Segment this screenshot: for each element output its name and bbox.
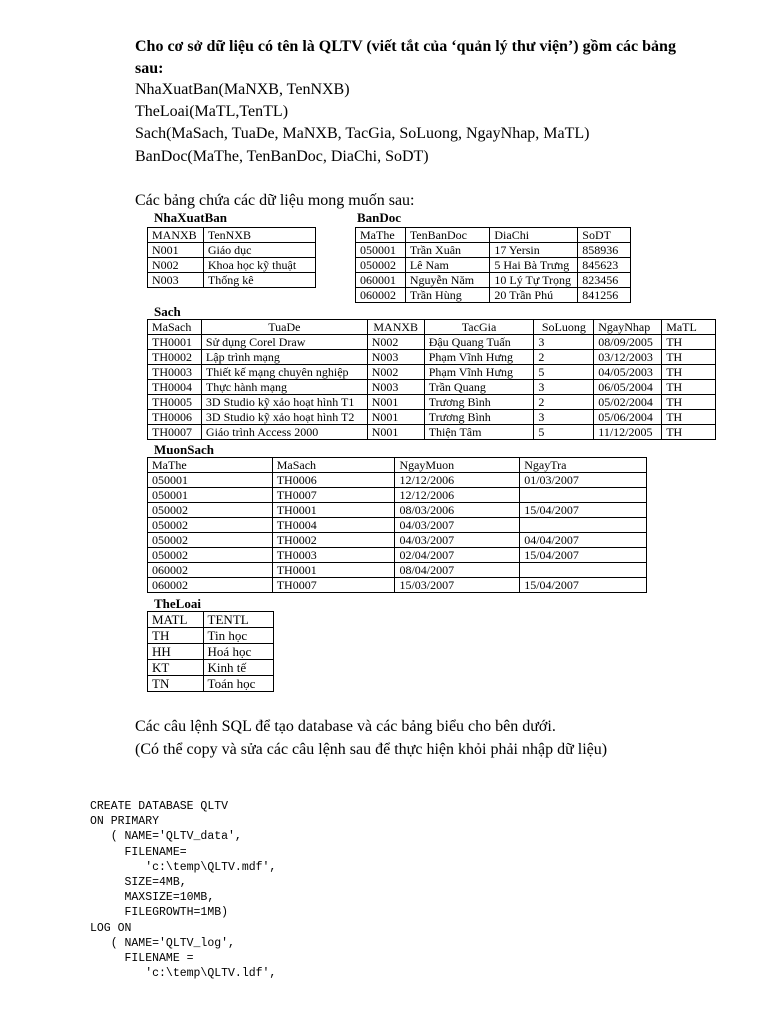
schema-sach: Sach(MaSach, TuaDe, MaNXB, TacGia, SoLuong, NgayNhap, MaTL): [135, 125, 590, 142]
sach-cell: 5: [534, 365, 594, 380]
sach-cell: TH0007: [148, 425, 202, 440]
code-line: FILENAME =: [90, 952, 194, 966]
muonsach-cell: 04/03/2007: [395, 518, 520, 533]
sach-cell: 3D Studio kỹ xảo hoạt hình T1: [201, 395, 367, 410]
muonsach-cell: 04/04/2007: [520, 533, 647, 548]
bandoc-header-cell: SoDT: [578, 228, 631, 243]
nhaxuatban-row: [148, 258, 316, 273]
muonsach-cell: [520, 563, 647, 578]
sach-cell: TH0005: [148, 395, 202, 410]
muonsach-row: [148, 548, 647, 563]
theloai-cell: HH: [148, 644, 204, 660]
nhaxuatban-cell: Thống kê: [203, 273, 315, 288]
muonsach-cell: 08/03/2006: [395, 503, 520, 518]
muonsach-cell: 15/04/2007: [520, 548, 647, 563]
sach-header-cell: NgayNhap: [594, 320, 662, 335]
sach-header-cell: MaSach: [148, 320, 202, 335]
muonsach-cell: TH0007: [272, 578, 395, 593]
theloai-row: [148, 644, 274, 660]
bandoc-cell: 841256: [578, 288, 631, 303]
muonsach-row: [148, 473, 647, 488]
bandoc-cell: 858936: [578, 243, 631, 258]
muonsach-cell: 08/04/2007: [395, 563, 520, 578]
sach-header-cell: SoLuong: [534, 320, 594, 335]
sach-cell: TH: [662, 410, 716, 425]
sach-cell: N001: [367, 395, 424, 410]
sach-row: [148, 350, 716, 365]
theloai-cell: Tin học: [203, 628, 273, 644]
data-intro: Các bảng chứa các dữ liệu mong muốn sau:: [135, 192, 415, 209]
muonsach-header-cell: NgayTra: [520, 458, 647, 473]
bandoc-cell: Trần Xuân: [405, 243, 490, 258]
sach-header-cell: TuaDe: [201, 320, 367, 335]
nhaxuatban-cell: N001: [148, 243, 204, 258]
bandoc-header-row: [356, 228, 631, 243]
sach-cell: Lập trình mạng: [201, 350, 367, 365]
bandoc-row: [356, 243, 631, 258]
sach-cell: 3: [534, 410, 594, 425]
bandoc-cell: 10 Lý Tự Trọng: [490, 273, 578, 288]
code-line: MAXSIZE=10MB,: [90, 891, 215, 905]
sach-cell: Thực hành mạng: [201, 380, 367, 395]
sach-cell: 3D Studio kỹ xảo hoạt hình T2: [201, 410, 367, 425]
sach-cell: TH: [662, 350, 716, 365]
theloai-caption: TheLoai: [154, 596, 201, 611]
muonsach-header-row: [148, 458, 647, 473]
theloai-cell: Kinh tế: [203, 660, 273, 676]
theloai-header-cell: TENTL: [203, 612, 273, 628]
sach-cell: 2: [534, 350, 594, 365]
code-line: 'c:\temp\QLTV.ldf',: [90, 967, 277, 981]
bandoc-cell: 050002: [356, 258, 406, 273]
sach-cell: TH: [662, 380, 716, 395]
muonsach-cell: 04/03/2007: [395, 533, 520, 548]
sach-cell: Phạm Vĩnh Hưng: [424, 350, 534, 365]
muonsach-cell: [520, 518, 647, 533]
bandoc-row: [356, 258, 631, 273]
sach-header-cell: MaTL: [662, 320, 716, 335]
muonsach-cell: 050002: [148, 533, 273, 548]
muonsach-cell: 050001: [148, 473, 273, 488]
bandoc-table: [355, 227, 631, 303]
sach-cell: 11/12/2005: [594, 425, 662, 440]
sach-cell: N003: [367, 380, 424, 395]
muonsach-cell: 02/04/2007: [395, 548, 520, 563]
code-line: 'c:\temp\QLTV.mdf',: [90, 860, 277, 874]
sach-cell: 06/05/2004: [594, 380, 662, 395]
nhaxuatban-header-row: [148, 228, 316, 243]
sach-cell: TH0002: [148, 350, 202, 365]
bandoc-row: [356, 273, 631, 288]
sach-cell: TH0001: [148, 335, 202, 350]
muonsach-cell: [520, 488, 647, 503]
sach-cell: N002: [367, 335, 424, 350]
muonsach-table: [147, 457, 647, 593]
sach-cell: TH: [662, 425, 716, 440]
intro-heading: Cho cơ sở dữ liệu có tên là QLTV (viết tắt của ‘quản lý thư viện’) gồm các bảng: [135, 38, 676, 55]
schema-theloai: TheLoai(MaTL,TenTL): [135, 103, 289, 120]
muonsach-cell: 15/04/2007: [520, 503, 647, 518]
muonsach-cell: 12/12/2006: [395, 473, 520, 488]
muonsach-cell: 15/03/2007: [395, 578, 520, 593]
nhaxuatban-table: [147, 227, 316, 288]
muonsach-cell: TH0004: [272, 518, 395, 533]
sach-cell: 08/09/2005: [594, 335, 662, 350]
code-line: LOG ON: [90, 921, 132, 935]
sach-table: [147, 319, 716, 440]
theloai-table: [147, 611, 274, 692]
bandoc-cell: 060002: [356, 288, 406, 303]
muonsach-cell: TH0002: [272, 533, 395, 548]
sql-code-block: [90, 799, 276, 981]
sach-header-row: [148, 320, 716, 335]
theloai-cell: Hoá học: [203, 644, 273, 660]
theloai-row: [148, 676, 274, 692]
sach-cell: N001: [367, 410, 424, 425]
bandoc-cell: 060001: [356, 273, 406, 288]
schema-bandoc: BanDoc(MaThe, TenBanDoc, DiaChi, SoDT): [135, 148, 429, 165]
muonsach-header-cell: MaThe: [148, 458, 273, 473]
nhaxuatban-cell: N003: [148, 273, 204, 288]
bandoc-row: [356, 288, 631, 303]
nhaxuatban-cell: N002: [148, 258, 204, 273]
bandoc-cell: 050001: [356, 243, 406, 258]
nhaxuatban-row: [148, 243, 316, 258]
bandoc-header-cell: MaThe: [356, 228, 406, 243]
sach-row: [148, 395, 716, 410]
sach-row: [148, 380, 716, 395]
muonsach-caption: MuonSach: [154, 442, 214, 457]
muonsach-cell: TH0001: [272, 503, 395, 518]
theloai-header-cell: MATL: [148, 612, 204, 628]
nhaxuatban-caption: NhaXuatBan: [154, 210, 227, 225]
muonsach-cell: 050002: [148, 518, 273, 533]
sach-cell: TH: [662, 335, 716, 350]
theloai-row: [148, 628, 274, 644]
code-line: ( NAME='QLTV_data',: [90, 830, 242, 844]
sach-cell: Phạm Vĩnh Hưng: [424, 365, 534, 380]
code-line: ON PRIMARY: [90, 815, 160, 829]
bandoc-header-cell: TenBanDoc: [405, 228, 490, 243]
sach-cell: Thiện Tâm: [424, 425, 534, 440]
bandoc-cell: 17 Yersin: [490, 243, 578, 258]
nhaxuatban-cell: Khoa học kỹ thuật: [203, 258, 315, 273]
code-line: CREATE DATABASE QLTV: [90, 800, 229, 813]
muonsach-cell: 050002: [148, 548, 273, 563]
sach-header-cell: TacGia: [424, 320, 534, 335]
code-line: FILENAME=: [90, 845, 187, 859]
sach-cell: Trương Bình: [424, 395, 534, 410]
sach-cell: TH0006: [148, 410, 202, 425]
sach-cell: 3: [534, 335, 594, 350]
sach-cell: 2: [534, 395, 594, 410]
sach-cell: Đậu Quang Tuấn: [424, 335, 534, 350]
sach-cell: Thiết kế mạng chuyên nghiệp: [201, 365, 367, 380]
bandoc-header-cell: DiaChi: [490, 228, 578, 243]
theloai-cell: KT: [148, 660, 204, 676]
sach-row: [148, 410, 716, 425]
sach-caption: Sach: [154, 304, 181, 319]
sach-cell: Giáo trình Access 2000: [201, 425, 367, 440]
sach-row: [148, 365, 716, 380]
sach-cell: N003: [367, 350, 424, 365]
muonsach-cell: 060002: [148, 563, 273, 578]
muonsach-row: [148, 578, 647, 593]
muonsach-cell: 050002: [148, 503, 273, 518]
bandoc-cell: Lê Nam: [405, 258, 490, 273]
code-line: FILEGROWTH=1MB): [90, 906, 229, 920]
code-line: SIZE=4MB,: [90, 876, 187, 890]
bandoc-cell: Nguyễn Năm: [405, 273, 490, 288]
muonsach-header-cell: MaSach: [272, 458, 395, 473]
theloai-cell: TH: [148, 628, 204, 644]
sach-row: [148, 425, 716, 440]
muonsach-cell: 01/03/2007: [520, 473, 647, 488]
sach-cell: TH: [662, 395, 716, 410]
bandoc-cell: 5 Hai Bà Trưng: [490, 258, 578, 273]
bandoc-cell: 845623: [578, 258, 631, 273]
theloai-cell: TN: [148, 676, 204, 692]
intro-heading-cont: sau:: [135, 60, 164, 77]
sach-cell: Trương Bình: [424, 410, 534, 425]
sach-row: [148, 335, 716, 350]
code-line: ( NAME='QLTV_log',: [90, 936, 235, 950]
sach-cell: N001: [367, 425, 424, 440]
sach-cell: 5: [534, 425, 594, 440]
sach-cell: 05/06/2004: [594, 410, 662, 425]
muonsach-row: [148, 518, 647, 533]
muonsach-cell: 15/04/2007: [520, 578, 647, 593]
sach-cell: N002: [367, 365, 424, 380]
sql-intro-line1: Các câu lệnh SQL để tạo database và các bảng biểu cho bên dưới.: [135, 718, 556, 735]
schema-nhaxuatban: NhaXuatBan(MaNXB, TenNXB): [135, 81, 350, 98]
muonsach-cell: 050001: [148, 488, 273, 503]
muonsach-row: [148, 563, 647, 578]
theloai-header-row: [148, 612, 274, 628]
sach-header-cell: MANXB: [367, 320, 424, 335]
sql-intro-line2: (Có thể copy và sửa các câu lệnh sau để thực hiện khỏi phải nhập dữ liệu): [135, 741, 608, 758]
nhaxuatban-cell: Giáo dục: [203, 243, 315, 258]
muonsach-row: [148, 503, 647, 518]
bandoc-cell: 823456: [578, 273, 631, 288]
sach-cell: Trần Quang: [424, 380, 534, 395]
bandoc-caption: BanDoc: [357, 210, 402, 225]
theloai-cell: Toán học: [203, 676, 273, 692]
muonsach-header-cell: NgayMuon: [395, 458, 520, 473]
sach-cell: TH0003: [148, 365, 202, 380]
sach-cell: 3: [534, 380, 594, 395]
sach-cell: 03/12/2003: [594, 350, 662, 365]
muonsach-cell: TH0007: [272, 488, 395, 503]
muonsach-cell: 12/12/2006: [395, 488, 520, 503]
muonsach-cell: TH0003: [272, 548, 395, 563]
sach-cell: 05/02/2004: [594, 395, 662, 410]
sach-cell: TH0004: [148, 380, 202, 395]
muonsach-row: [148, 533, 647, 548]
sach-cell: TH: [662, 365, 716, 380]
muonsach-row: [148, 488, 647, 503]
sach-cell: 04/05/2003: [594, 365, 662, 380]
nhaxuatban-header-cell: TenNXB: [203, 228, 315, 243]
nhaxuatban-row: [148, 273, 316, 288]
sach-cell: Sử dụng Corel Draw: [201, 335, 367, 350]
bandoc-cell: Trần Hùng: [405, 288, 490, 303]
muonsach-cell: TH0006: [272, 473, 395, 488]
bandoc-cell: 20 Trần Phú: [490, 288, 578, 303]
theloai-row: [148, 660, 274, 676]
muonsach-cell: TH0001: [272, 563, 395, 578]
nhaxuatban-header-cell: MANXB: [148, 228, 204, 243]
muonsach-cell: 060002: [148, 578, 273, 593]
